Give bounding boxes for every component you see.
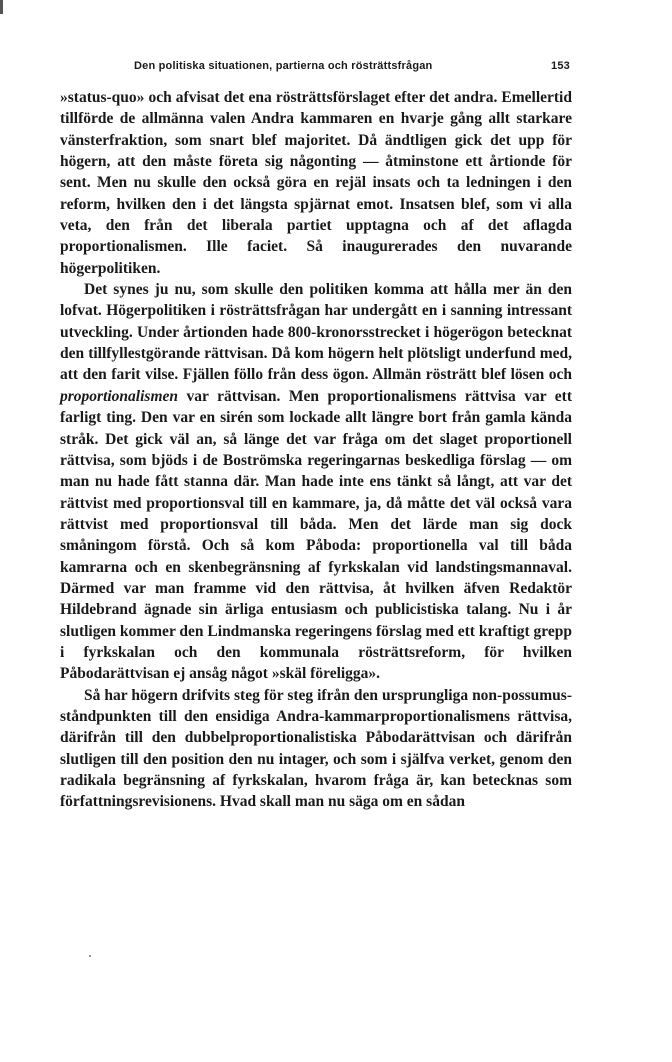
scan-speck (89, 955, 91, 957)
paragraph-2 (60, 279, 572, 685)
page-number: 153 (551, 60, 570, 72)
paragraph-1: »status-quo» och afvisat det ena rösträttsförslaget efter det andra. Emellertid tillförde de allmänna valen Andra kammaren en hvarje gång allt starkare vänsterfraktion, som snart blef majoritet. Då ändtligen gick det upp för högern, att den måste företa sig någonting — åtminstone ett årtionde för sent. Men nu skulle den också göra en rejäl insats och ta ledningen i den reform, hvilken den i det längsta spjärnat emot. Insatsen blef, som vi alla veta, den från det liberala partiet upptagna och af det aflagda proportionalismen. Ille faciet. Så inaugurerades den nuvarande högerpolitiken. (60, 89, 572, 277)
italic-term: proportionalismen (60, 387, 178, 405)
book-page (60, 60, 572, 813)
paragraph-2-text-b: var rättvisan. Men proportionalismens rättvisa var ett farligt ting. Den var en sirén som lockade allt längre bort från gamla kända stråk. Det gick väl an, så länge det var fråga om det slaget proportionell rättvisa, som bjöds i de Boströmska regeringarnas beskedliga förslag — om man nu hade fått stanna där. Man hade inte ens tänkt så långt, att var det rättvist med proportionsval till en kammare, ja, då måtte det väl också vara rättvist med proportionsval till båda. Men det lärde man sig dock småningom förstå. Och så kom Påboda: proportionella val till båda kamrarna och en skenbegränsning af fyrkskalan vid landstingsmannaval. Därmed var man framme vid den rättvisa, åt hvilken äfven Redaktör Hildebrand ägnade sin ärliga entusiasm och publicistiska talang. Nu i år slutligen kommer den Lindmanska regeringens förslag med ett kraftigt grepp i fyrkskalan och den kommunala rösträttsreform, för hvilken Påbodarättvisan ej ansåg något »skäl föreligga». (60, 387, 572, 683)
body-text (60, 87, 572, 813)
running-title: Den politiska situationen, partierna och rösträttsfrågan (134, 60, 433, 72)
paragraph-3: Så har högern drifvits steg för steg ifrån den ursprungliga non-possumus-ståndpunkten till den ensidiga Andra-kammarproportionalismens rättvisa, därifrån till den dubbelproportionalistiska Påbodarättvisan och därifrån slutligen till den position den nu intager, och som i själfva verket, genom den radikala begränsning af fyrkskalan, hvarom fråga är, kan betecknas som författningsrevisionens. Hvad skall man nu säga om en sådan (60, 686, 572, 811)
scan-edge-mark (0, 0, 3, 14)
running-head (60, 60, 572, 80)
paragraph-2-text-a: Det synes ju nu, som skulle den politiken komma att hålla mer än den lofvat. Högerpolitiken i rösträttsfrågan har undergått en i sanning intressant utveckling. Under årtionden hade 800-kronorsstrecket i högerögon betecknat den tillfyllestgörande rättvisan. Då kom högern helt plötsligt underfund med, att den farit vilse. Fjällen föllo från dess ögon. Allmän rösträtt blef lösen och (60, 281, 572, 384)
